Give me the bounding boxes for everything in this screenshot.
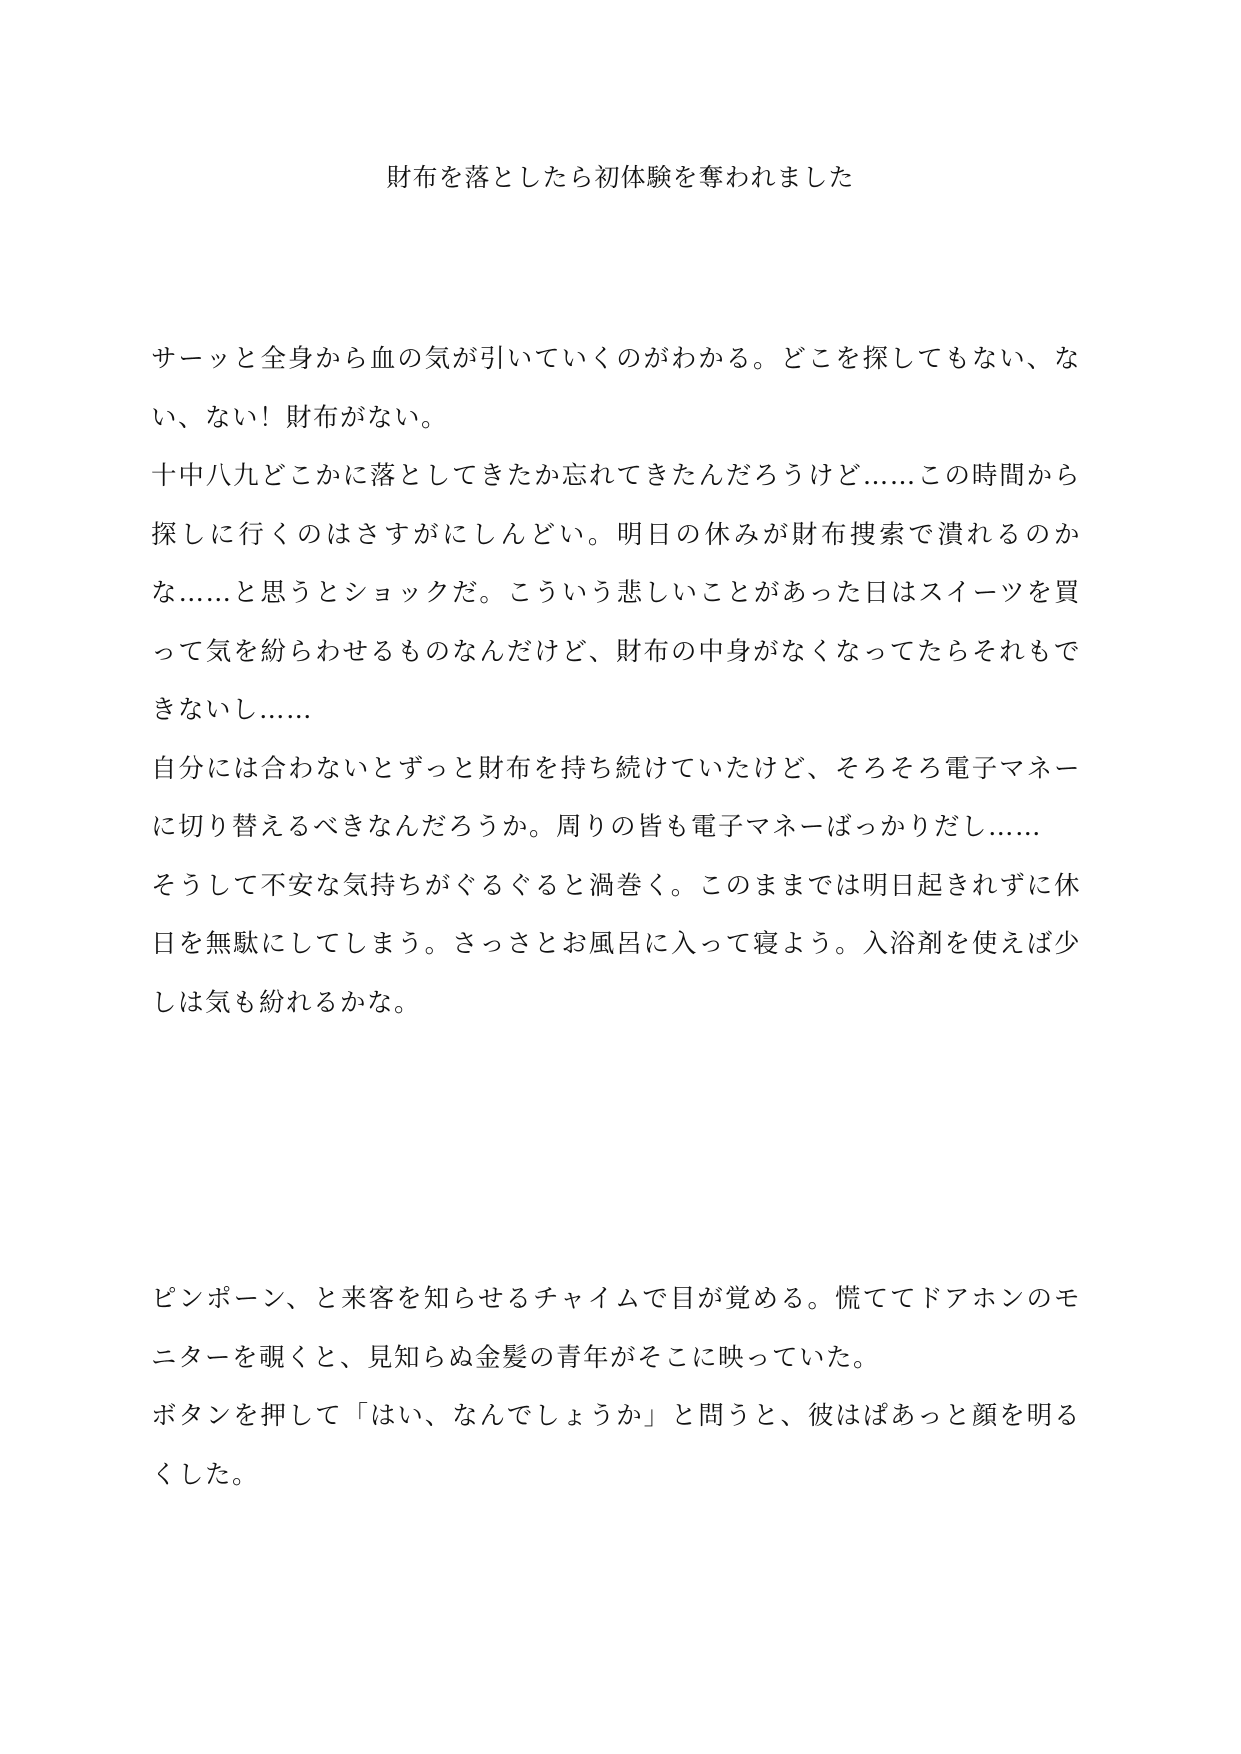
paragraph: そうして不安な気持ちがぐるぐると渦巻く。このままでは明日起きれずに休日を無駄にしてしまう。さっさとお風呂に入って寝よう。入浴剤を使えば少しは気も紛れるかな。	[151, 870, 1081, 1018]
paragraph: ピンポーン、と来客を知らせるチャイムで目が覚める。慌ててドアホンのモニターを覗くと、見知らぬ金髪の青年がそこに映っていた。	[151, 1284, 1081, 1373]
document-title: 財布を落としたら初体験を奪われました	[386, 163, 855, 192]
paragraph: 十中八九どこかに落としてきたか忘れてきたんだろうけど……この時間から探しに行くのはさすがにしんどい。明日の休みが財布捜索で潰れるのかな……と思うとショックだ。こういう悲しいことがあった日はスイーツを買って気を紛らわせるものなんだけど、財布の中身がなくなってたらそれもできないし……	[151, 461, 1081, 725]
story-section-2	[151, 1270, 1081, 1504]
story-section-1	[151, 330, 1081, 1032]
paragraph: サーッと全身から血の気が引いていくのがわかる。どこを探してもない、ない、ない！財布がない。	[151, 344, 1081, 433]
paragraph: 自分には合わないとずっと財布を持ち続けていたけど、そろそろ電子マネーに切り替えるべきなんだろうか。周りの皆も電子マネーばっかりだし……	[151, 753, 1081, 842]
paragraph: ボタンを押して「はい、なんでしょうか」と問うと、彼はぱあっと顔を明るくした。	[151, 1401, 1081, 1490]
